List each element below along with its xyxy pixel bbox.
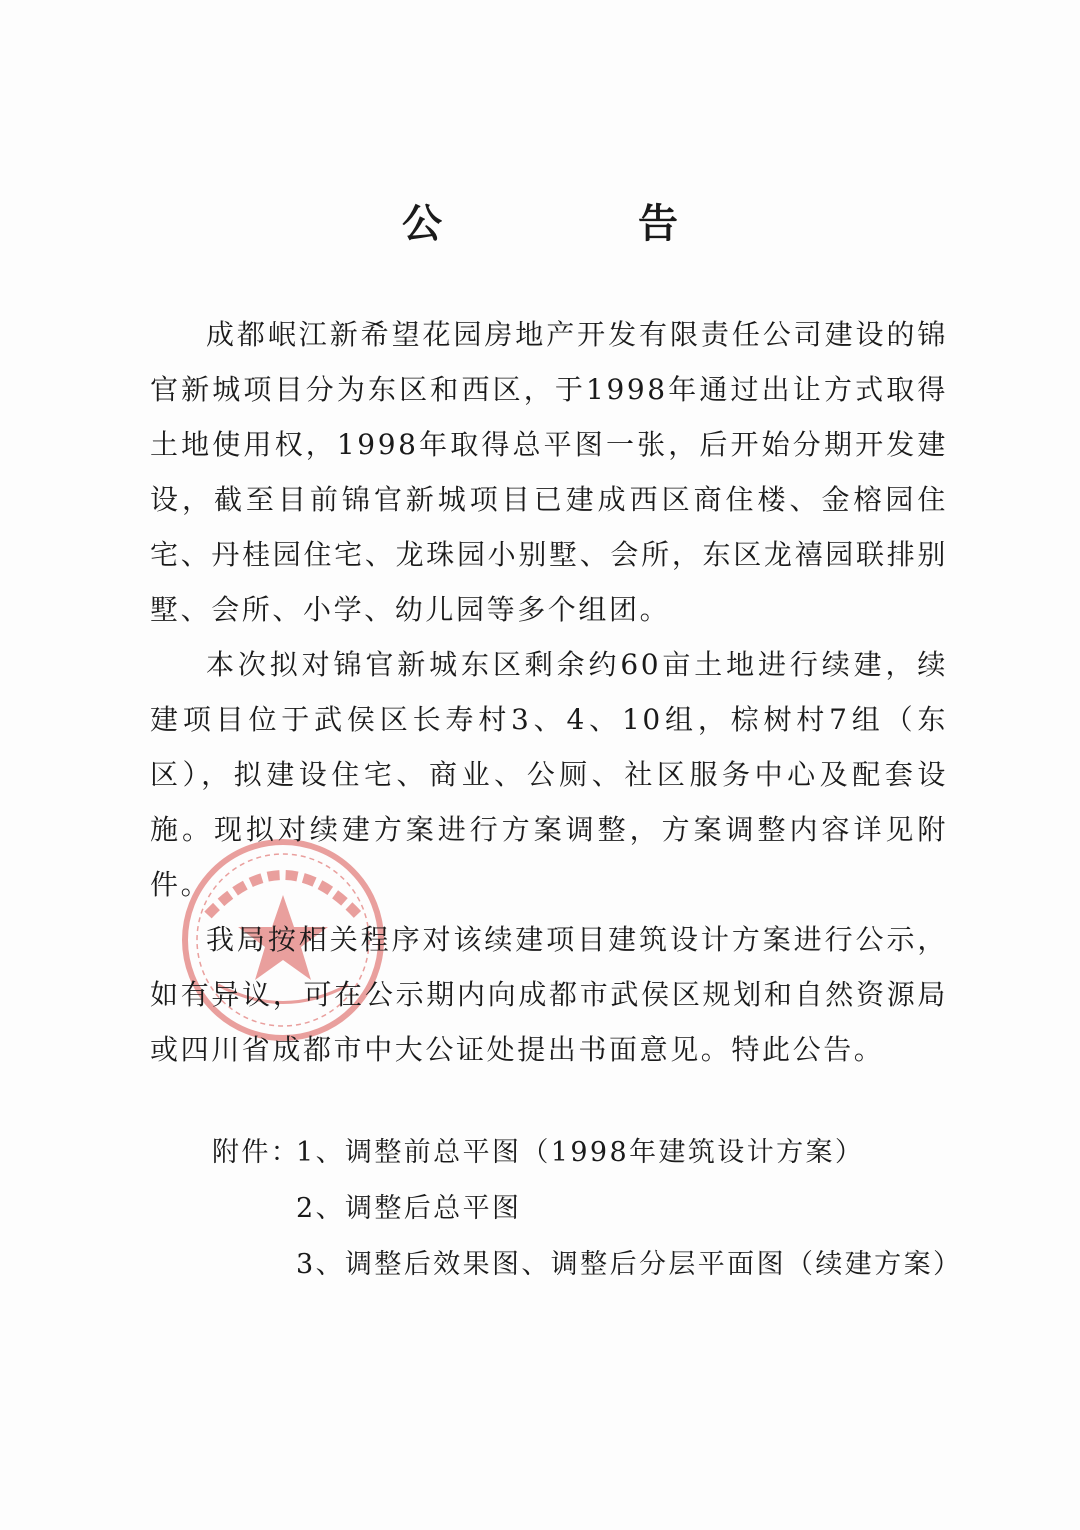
attachments-label: 附件： [212, 1137, 301, 1168]
attachment-text: 1、调整前总平图（1998年建筑设计方案） [296, 1137, 865, 1168]
attachment-text: 3、调整后效果图、调整后分层平面图（续建方案） [296, 1249, 963, 1280]
attachment-item [212, 1125, 972, 1181]
attachments-list [212, 1125, 972, 1293]
paragraph: 我局按相关程序对该续建项目建筑设计方案进行公示，如有异议，可在公示期内向成都市武侯区规划和自然资源局或四川省成都市中大公证处提出书面意见。特此公告。 [150, 923, 948, 1066]
attachment-text: 2、调整后总平图 [296, 1193, 522, 1224]
paragraph: 成都岷江新希望花园房地产开发有限责任公司建设的锦官新城项目分为东区和西区，于1998年通过出让方式取得土地使用权，1998年取得总平图一张，后开始分期开发建设，截至目前锦官新城项目已建成西区商住楼、金榕园住宅、丹桂园住宅、龙珠园小别墅、会所，东区龙禧园联排别墅、会所、小学、幼儿园等多个组团。 [150, 318, 948, 626]
attachment-item [212, 1237, 972, 1293]
attachment-item [212, 1181, 972, 1237]
document-title: 公 告 [402, 201, 756, 247]
paragraph: 本次拟对锦官新城东区剩余约60亩土地进行续建，续建项目位于武侯区长寿村3、4、10组，棕树村7组（东区），拟建设住宅、商业、公厕、社区服务中心及配套设施。现拟对续建方案进行方案调整，方案调整内容详见附件。 [150, 648, 948, 901]
document-body [150, 307, 948, 1077]
